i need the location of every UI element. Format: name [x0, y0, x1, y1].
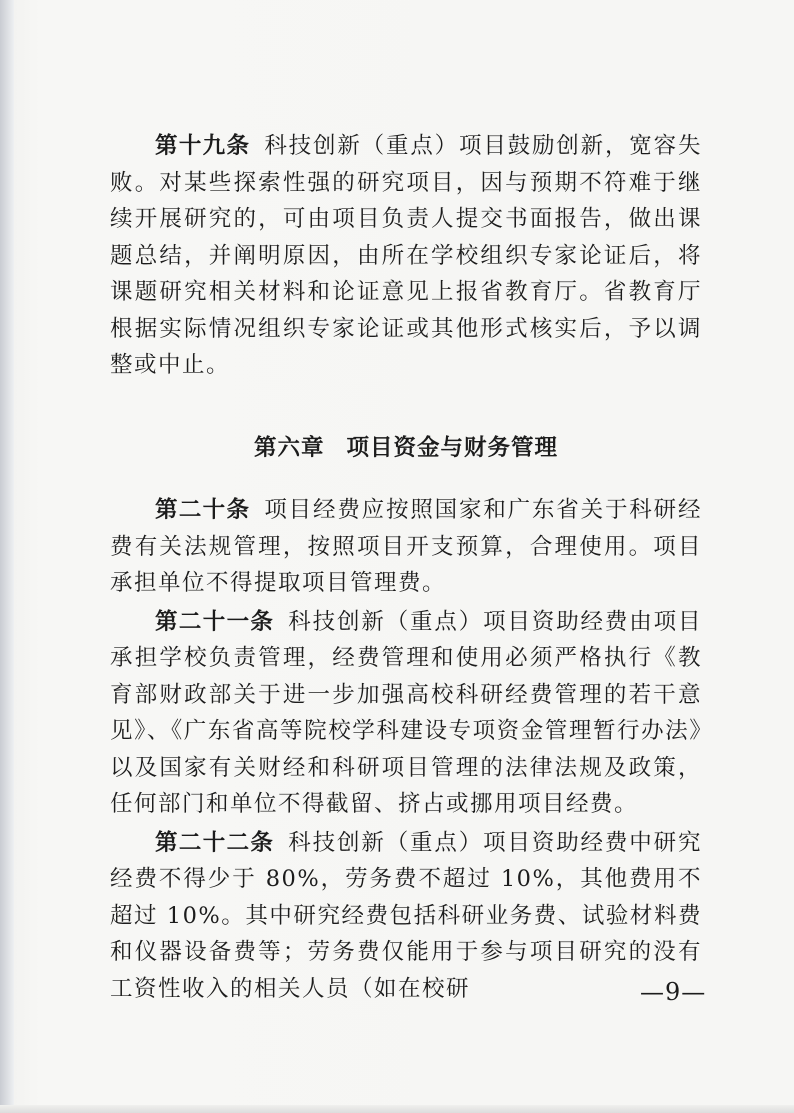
article-22-text: 科技创新（重点）项目资助经费中研究经费不得少于 80%，劳务费不超过 10%，其他费用不超过 10%。其中研究经费包括科研业务费、试验材料费和仪器设备费等；劳务费仅能用于参与项目研究的没有工资性收入的相关人员（如在校研 [110, 829, 702, 1002]
page-number: —9— [640, 978, 707, 1006]
document-body [110, 128, 702, 1007]
article-19-text: 科技创新（重点）项目鼓励创新，宽容失败。对某些探索性强的研究项目，因与预期不符难于继续开展研究的，可由项目负责人提交书面报告，做出课题总结，并阐明原因，由所在学校组织专家论证后，将课题研究相关材料和论证意见上报省教育厅。省教育厅根据实际情况组织专家论证或其他形式核实后，予以调整或中止。 [110, 133, 702, 378]
article-21-lead: 第二十一条 [155, 608, 275, 635]
article-20-text: 项目经费应按照国家和广东省关于科研经费有关法规管理，按照项目开支预算，合理使用。项目承担单位不得提取项目管理费。 [110, 497, 702, 596]
article-19 [110, 128, 702, 384]
chapter-heading [110, 430, 702, 467]
article-20 [110, 492, 702, 602]
chapter-title: 项目资金与财务管理 [346, 434, 559, 461]
chapter-number: 第六章 [253, 434, 325, 461]
article-19-lead: 第十九条 [155, 133, 251, 159]
article-21 [110, 604, 702, 823]
article-20-lead: 第二十条 [155, 497, 251, 523]
scan-bottom-edge [0, 1105, 794, 1113]
article-22-lead: 第二十二条 [155, 829, 275, 856]
article-22 [110, 825, 702, 1008]
scan-left-edge [0, 0, 14, 1113]
article-21-text: 科技创新（重点）项目资助经费由项目承担学校负责管理，经费管理和使用必须严格执行《教育部财政部关于进一步加强高校科研经费管理的若干意见》、《广东省高等院校学科建设专项资金管理暂行办法》以及国家有关财经和科研项目管理的法律法规及政策，任何部门和单位不得截留、挤占或挪用项目经费。 [110, 608, 702, 817]
